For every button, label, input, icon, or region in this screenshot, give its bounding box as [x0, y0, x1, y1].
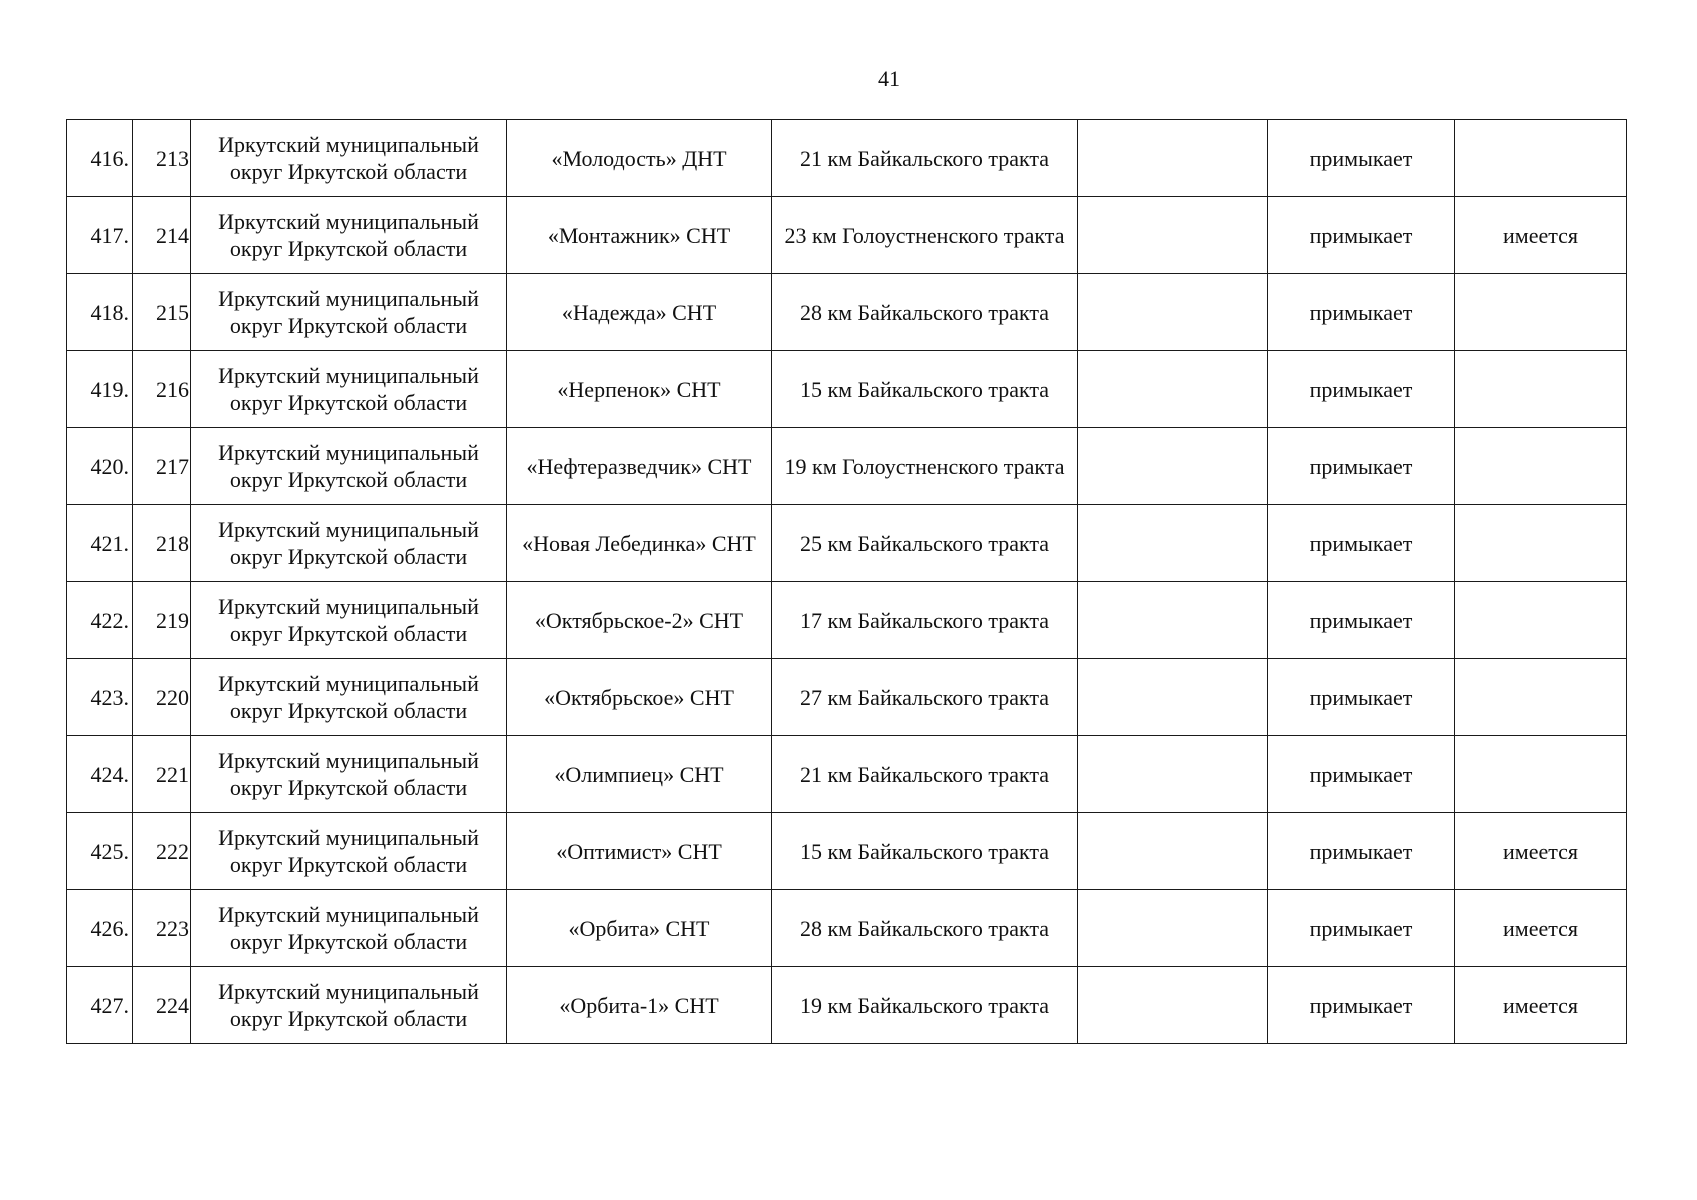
- availability-cell: [1455, 582, 1627, 659]
- page-number: 41: [878, 66, 900, 91]
- row-id-cell: 220: [133, 659, 191, 736]
- table-row: [67, 890, 1627, 967]
- empty-cell: [1078, 967, 1268, 1044]
- organization-name-cell: «Монтажник» СНТ: [507, 197, 772, 274]
- availability-cell: имеется: [1455, 890, 1627, 967]
- table-row: [67, 351, 1627, 428]
- district-cell: Иркутский муниципальный округ Иркутской области: [191, 967, 507, 1044]
- adjacency-cell: примыкает: [1268, 736, 1455, 813]
- table-row: [67, 428, 1627, 505]
- availability-cell: [1455, 351, 1627, 428]
- empty-cell: [1078, 736, 1268, 813]
- availability-cell: имеется: [1455, 967, 1627, 1044]
- availability-cell: [1455, 274, 1627, 351]
- district-cell: Иркутский муниципальный округ Иркутской области: [191, 659, 507, 736]
- adjacency-cell: примыкает: [1268, 659, 1455, 736]
- table-row: [67, 967, 1627, 1044]
- row-number-cell: 426.: [67, 890, 133, 967]
- location-cell: 17 км Байкальского тракта: [772, 582, 1078, 659]
- district-cell: Иркутский муниципальный округ Иркутской области: [191, 428, 507, 505]
- adjacency-cell: примыкает: [1268, 120, 1455, 197]
- organization-name-cell: «Нефтеразведчик» СНТ: [507, 428, 772, 505]
- organization-name-cell: «Орбита» СНТ: [507, 890, 772, 967]
- location-cell: 23 км Голоустненского тракта: [772, 197, 1078, 274]
- empty-cell: [1078, 197, 1268, 274]
- district-cell: Иркутский муниципальный округ Иркутской области: [191, 197, 507, 274]
- empty-cell: [1078, 813, 1268, 890]
- availability-cell: имеется: [1455, 813, 1627, 890]
- row-id-cell: 213: [133, 120, 191, 197]
- row-number-cell: 418.: [67, 274, 133, 351]
- row-number-cell: 427.: [67, 967, 133, 1044]
- adjacency-cell: примыкает: [1268, 890, 1455, 967]
- location-cell: 25 км Байкальского тракта: [772, 505, 1078, 582]
- row-id-cell: 222: [133, 813, 191, 890]
- empty-cell: [1078, 890, 1268, 967]
- location-cell: 27 км Байкальского тракта: [772, 659, 1078, 736]
- location-cell: 21 км Байкальского тракта: [772, 120, 1078, 197]
- row-id-cell: 217: [133, 428, 191, 505]
- row-number-cell: 416.: [67, 120, 133, 197]
- empty-cell: [1078, 659, 1268, 736]
- row-id-cell: 218: [133, 505, 191, 582]
- table-row: [67, 197, 1627, 274]
- availability-cell: [1455, 428, 1627, 505]
- adjacency-cell: примыкает: [1268, 197, 1455, 274]
- row-number-cell: 419.: [67, 351, 133, 428]
- table-row: [67, 120, 1627, 197]
- row-id-cell: 219: [133, 582, 191, 659]
- organization-name-cell: «Новая Лебединка» СНТ: [507, 505, 772, 582]
- location-cell: 28 км Байкальского тракта: [772, 890, 1078, 967]
- location-cell: 21 км Байкальского тракта: [772, 736, 1078, 813]
- organization-name-cell: «Нерпенок» СНТ: [507, 351, 772, 428]
- adjacency-cell: примыкает: [1268, 274, 1455, 351]
- settlements-table: [66, 119, 1627, 1044]
- empty-cell: [1078, 505, 1268, 582]
- row-number-cell: 423.: [67, 659, 133, 736]
- district-cell: Иркутский муниципальный округ Иркутской области: [191, 813, 507, 890]
- table-row: [67, 813, 1627, 890]
- table-row: [67, 505, 1627, 582]
- row-id-cell: 223: [133, 890, 191, 967]
- adjacency-cell: примыкает: [1268, 505, 1455, 582]
- adjacency-cell: примыкает: [1268, 813, 1455, 890]
- availability-cell: [1455, 736, 1627, 813]
- table-body: [67, 120, 1627, 1044]
- adjacency-cell: примыкает: [1268, 967, 1455, 1044]
- availability-cell: имеется: [1455, 197, 1627, 274]
- row-number-cell: 417.: [67, 197, 133, 274]
- organization-name-cell: «Надежда» СНТ: [507, 274, 772, 351]
- organization-name-cell: «Оптимист» СНТ: [507, 813, 772, 890]
- row-id-cell: 224: [133, 967, 191, 1044]
- row-id-cell: 216: [133, 351, 191, 428]
- row-number-cell: 422.: [67, 582, 133, 659]
- row-id-cell: 221: [133, 736, 191, 813]
- availability-cell: [1455, 120, 1627, 197]
- location-cell: 15 км Байкальского тракта: [772, 813, 1078, 890]
- district-cell: Иркутский муниципальный округ Иркутской области: [191, 505, 507, 582]
- organization-name-cell: «Октябрьское-2» СНТ: [507, 582, 772, 659]
- availability-cell: [1455, 505, 1627, 582]
- location-cell: 28 км Байкальского тракта: [772, 274, 1078, 351]
- empty-cell: [1078, 120, 1268, 197]
- empty-cell: [1078, 582, 1268, 659]
- district-cell: Иркутский муниципальный округ Иркутской области: [191, 120, 507, 197]
- location-cell: 19 км Байкальского тракта: [772, 967, 1078, 1044]
- organization-name-cell: «Октябрьское» СНТ: [507, 659, 772, 736]
- row-number-cell: 420.: [67, 428, 133, 505]
- district-cell: Иркутский муниципальный округ Иркутской области: [191, 582, 507, 659]
- organization-name-cell: «Орбита-1» СНТ: [507, 967, 772, 1044]
- table-row: [67, 736, 1627, 813]
- row-number-cell: 425.: [67, 813, 133, 890]
- adjacency-cell: примыкает: [1268, 351, 1455, 428]
- district-cell: Иркутский муниципальный округ Иркутской области: [191, 274, 507, 351]
- table-row: [67, 274, 1627, 351]
- empty-cell: [1078, 351, 1268, 428]
- row-number-cell: 421.: [67, 505, 133, 582]
- empty-cell: [1078, 274, 1268, 351]
- organization-name-cell: «Молодость» ДНТ: [507, 120, 772, 197]
- organization-name-cell: «Олимпиец» СНТ: [507, 736, 772, 813]
- adjacency-cell: примыкает: [1268, 582, 1455, 659]
- empty-cell: [1078, 428, 1268, 505]
- district-cell: Иркутский муниципальный округ Иркутской области: [191, 736, 507, 813]
- row-number-cell: 424.: [67, 736, 133, 813]
- location-cell: 19 км Голоустненского тракта: [772, 428, 1078, 505]
- row-id-cell: 214: [133, 197, 191, 274]
- district-cell: Иркутский муниципальный округ Иркутской области: [191, 351, 507, 428]
- location-cell: 15 км Байкальского тракта: [772, 351, 1078, 428]
- table-row: [67, 582, 1627, 659]
- adjacency-cell: примыкает: [1268, 428, 1455, 505]
- table-row: [67, 659, 1627, 736]
- row-id-cell: 215: [133, 274, 191, 351]
- district-cell: Иркутский муниципальный округ Иркутской области: [191, 890, 507, 967]
- availability-cell: [1455, 659, 1627, 736]
